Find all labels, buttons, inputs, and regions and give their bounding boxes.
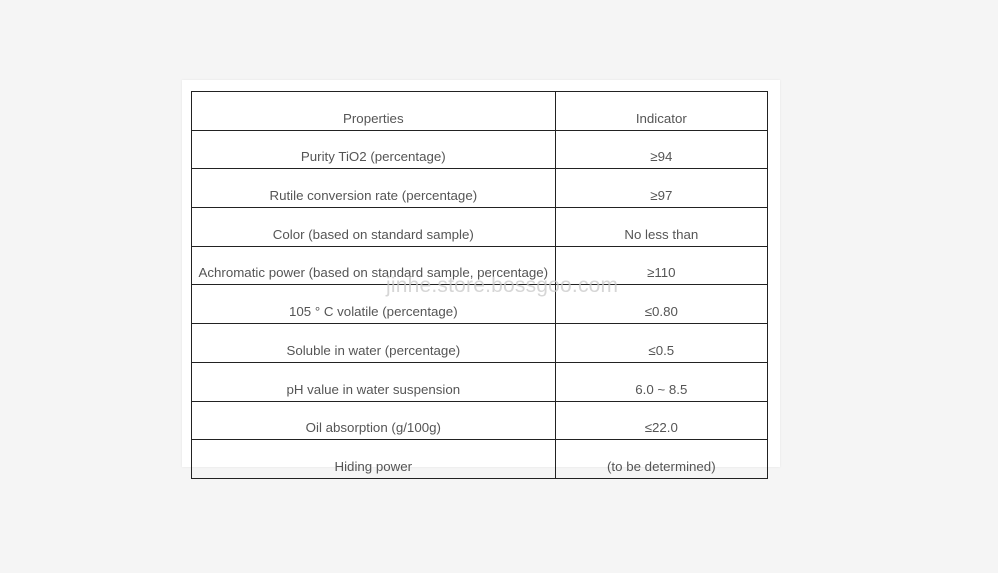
table-row	[192, 440, 768, 479]
property-cell: Purity TiO2 (percentage)	[192, 130, 556, 169]
property-cell: pH value in water suspension	[192, 362, 556, 401]
property-cell: Achromatic power (based on standard sample, percentage)	[192, 246, 556, 285]
property-cell: Color (based on standard sample)	[192, 208, 556, 247]
table-header-row	[192, 92, 768, 131]
header-indicator: Indicator	[555, 92, 767, 131]
table-row	[192, 130, 768, 169]
table-row	[192, 324, 768, 363]
property-cell: 105 ° C volatile (percentage)	[192, 285, 556, 324]
indicator-cell: No less than	[555, 208, 767, 247]
table-row	[192, 285, 768, 324]
table-row	[192, 208, 768, 247]
table-row	[192, 169, 768, 208]
indicator-cell: ≤0.80	[555, 285, 767, 324]
indicator-cell: ≥94	[555, 130, 767, 169]
property-cell: Soluble in water (percentage)	[192, 324, 556, 363]
content-card	[182, 80, 780, 474]
indicator-cell: (to be determined)	[555, 440, 767, 479]
property-cell: Hiding power	[192, 440, 556, 479]
indicator-cell: ≥97	[555, 169, 767, 208]
property-cell: Rutile conversion rate (percentage)	[192, 169, 556, 208]
watermark-text: jinhe.store.bossgoo.com	[386, 274, 619, 297]
indicator-cell: ≤0.5	[555, 324, 767, 363]
property-cell: Oil absorption (g/100g)	[192, 401, 556, 440]
indicator-cell: 6.0 ~ 8.5	[555, 362, 767, 401]
header-properties: Properties	[192, 92, 556, 131]
properties-table	[191, 91, 768, 479]
indicator-cell: ≥110	[555, 246, 767, 285]
table-row	[192, 401, 768, 440]
table-row	[192, 246, 768, 285]
indicator-cell: ≤22.0	[555, 401, 767, 440]
table-row	[192, 362, 768, 401]
